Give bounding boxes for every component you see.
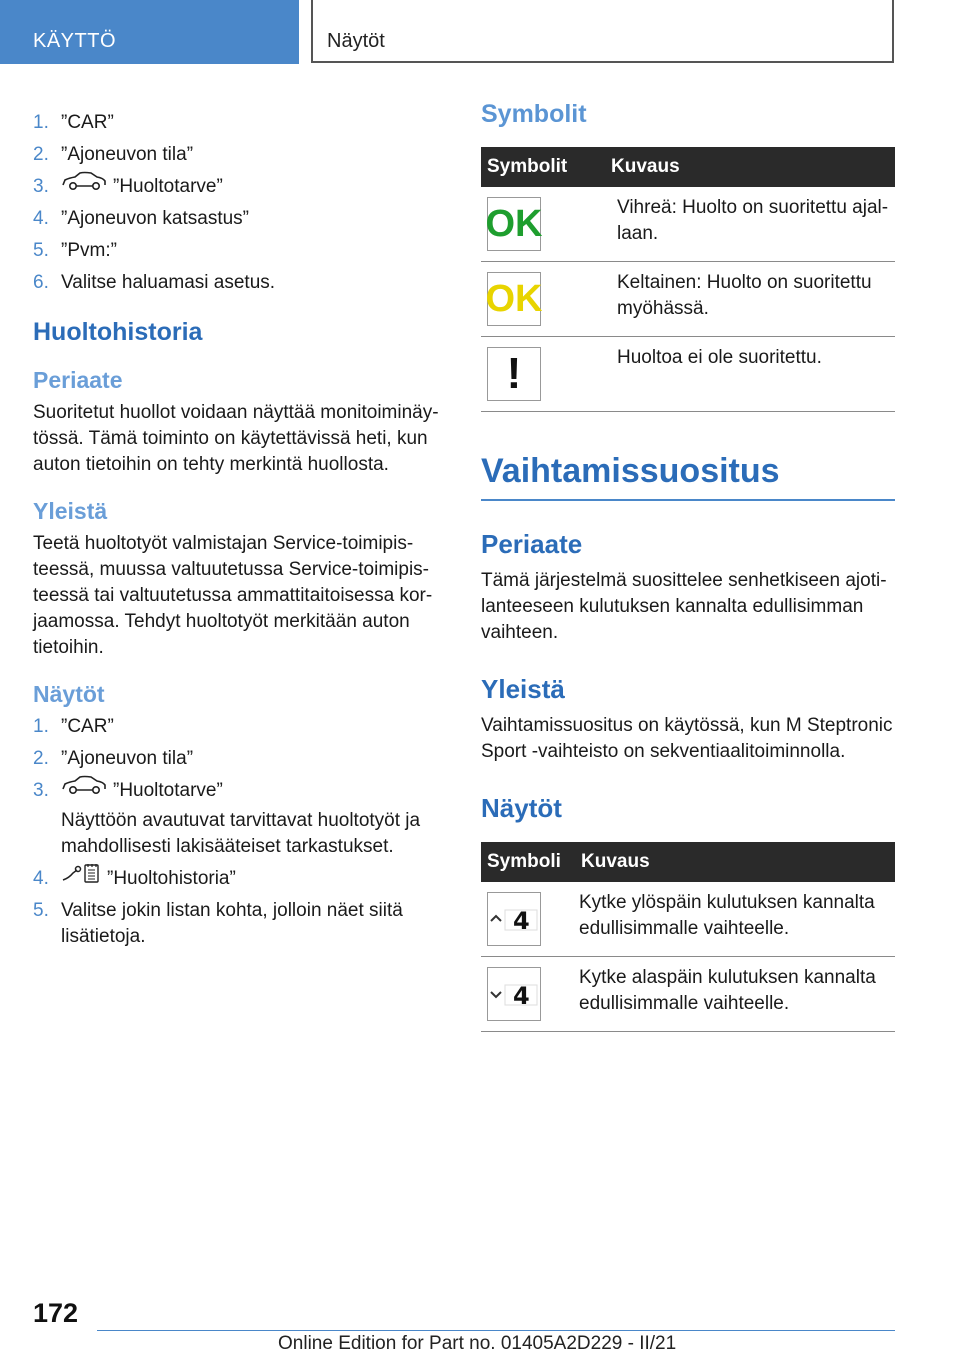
page-number: 172 [33,1298,79,1328]
right-column [481,100,895,1032]
service-history-icon [61,862,101,892]
table-header-row [481,147,895,187]
list-item: 6. Valitse haluamasi asetus. [33,272,276,293]
table-row [481,262,895,337]
svg-text:4: 4 [513,907,530,934]
table-header-cell: Symbolit [481,147,605,187]
huoltohistoria-naytot-title: Näytöt [33,681,105,707]
table-header-cell: Symboli [481,842,575,882]
list-item: 4. ”Ajoneuvon katsastus” [33,208,249,229]
vaihtamissuositus-periaate-text: Tämä järjestelmä suosittelee senhetkiseen ajotilanteeseen kulutuksen kannalta edullisimman vaihteen. [481,570,887,643]
header-chapter: Näytöt [327,30,385,52]
table-row [481,337,895,412]
list-item: 2. ”Ajoneuvon tila” [33,144,194,165]
list-item: 1. ”CAR” [33,112,114,133]
header-section: KÄYTTÖ [33,30,117,52]
table-row [481,882,895,957]
list-item: 3. ”Huoltotarve” Näyttöön avautuvat tarvittavat huoltotyöt ja mahdollisesti lakisääteiset tarkastukset. [33,778,441,860]
vaihtamissuositus-periaate-title: Periaate [481,529,583,559]
list-item: 4. ”Huoltohistoria” [33,866,441,892]
list-item: 5. Valitse jokin listan kohta, jolloin näet siitä lisätietoja. [33,900,403,948]
svg-text:4: 4 [513,982,530,1009]
huoltohistoria-title: Huoltohistoria [33,318,203,346]
huoltohistoria-periaate-text: Suoritetut huollot voidaan näyttää monitoiminäytössä. Tämä toiminto on käytettävissä heti, kun auton tietoihin on tehty merkintä huollosta. [33,402,439,475]
list-item: 5. ”Pvm:” [33,240,117,261]
huoltohistoria-steps-list [33,714,441,950]
header-section-tab [0,0,299,64]
car-icon [61,171,107,199]
table-cell: Vihreä: Huolto on suoritettu ajallaan. [605,187,895,262]
table-header-cell: Kuvaus [575,842,895,882]
list-item: 2. ”Ajoneuvon tila” [33,748,194,769]
left-column [33,110,441,956]
huoltohistoria-yleista-text: Teetä huoltotyöt valmistajan Service-toimipisteessä, muussa valtuutetussa Service-toimipisteessä tai valtuutetussa ammattitaitoisessa korjaamossa. Tehdyt huoltotyöt merkitään auton tietoihin. [33,533,433,658]
vaihtamissuositus-title: Vaihtamissuositus [481,452,895,501]
header-chapter-tab [311,0,894,63]
table-row [481,957,895,1032]
list-item: 3. ”Huoltotarve” [33,174,441,200]
table-cell: Keltainen: Huolto on suoritettu myöhässä. [605,262,895,337]
symbolit-table [481,147,895,412]
footer-edition: Online Edition for Part no. 01405A2D229 - II/21 [278,1333,677,1354]
table-cell: Kytke ylöspäin kulutuksen kannalta edullisimmalle vaihteelle. [575,882,895,957]
upshift-4-icon [487,892,541,946]
list-item: 1. ”CAR” [33,716,114,737]
vaihtamissuositus-yleista-text: Vaihtamissuositus on käytössä, kun M Steptronic Sport -vaihteisto on sekventiaalitoiminnolla. [481,715,893,762]
table-cell: Huoltoa ei ole suoritettu. [605,337,895,412]
footer-divider [97,1330,895,1331]
downshift-4-icon [487,967,541,1021]
car-icon [61,775,107,803]
ok-green-icon: OK [487,197,541,251]
huoltohistoria-periaate-title: Periaate [33,367,123,393]
steps-top-list [33,110,441,296]
step-note: Näyttöön avautuvat tarvittavat huoltotyöt ja mahdollisesti lakisääteiset tarkastukset. [61,810,421,857]
table-header-row [481,842,895,882]
ok-yellow-icon: OK [487,272,541,326]
table-cell: Kytke alaspäin kulutuksen kannalta edullisimmalle vaihteelle. [575,957,895,1032]
vaihtamissuositus-naytot-title: Näytöt [481,793,562,823]
table-header-cell: Kuvaus [605,147,895,187]
exclamation-icon: ! [487,347,541,401]
gear-symbol-table [481,842,895,1032]
symbolit-title: Symbolit [481,100,587,128]
table-row [481,187,895,262]
vaihtamissuositus-yleista-title: Yleistä [481,674,565,704]
huoltohistoria-yleista-title: Yleistä [33,498,108,524]
